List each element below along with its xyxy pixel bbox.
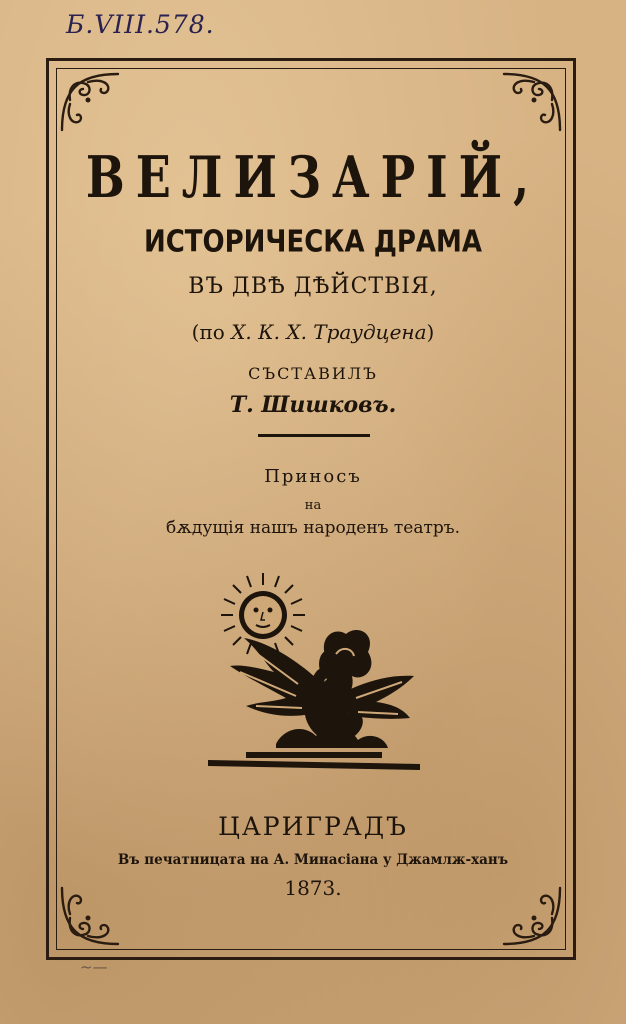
corner-ornament-icon [58, 70, 130, 142]
to-label: на [304, 498, 322, 513]
adaptation-prefix: (по [191, 320, 232, 344]
original-author: Х. К. Х. Траудцена [231, 320, 427, 344]
composed-by-label: СЪСТАВИЛЪ [248, 364, 378, 383]
corner-ornament-icon [492, 70, 564, 142]
author-name: Т. Шишковъ. [229, 392, 397, 418]
divider-rule [258, 434, 370, 437]
contribution-label: Приносъ [264, 466, 362, 487]
acts-line: ВЪ ДВѢ ДѢЙСТВІЯ, [188, 274, 438, 299]
printing-house: Въ печатницата на А. Минасіана у Джамлж-ханъ [117, 852, 509, 868]
adaptation-line [0, 320, 626, 344]
pencil-mark: ~— [80, 958, 108, 976]
book-subtitle: ИСТОРИЧЕСКА ДРАМА [143, 225, 483, 260]
publication-year: 1873. [284, 876, 342, 900]
shelfmark-handwritten: Б.VIII.578. [66, 10, 215, 39]
dedication-line: бѫдущія нашъ народенъ театръ. [166, 518, 460, 538]
publication-place: ЦАРИГРАДЪ [218, 812, 408, 841]
adaptation-suffix: ) [426, 320, 435, 344]
book-title: ВЕЛИЗАРІЙ, [85, 143, 541, 211]
phoenix-vignette-icon [206, 568, 422, 774]
